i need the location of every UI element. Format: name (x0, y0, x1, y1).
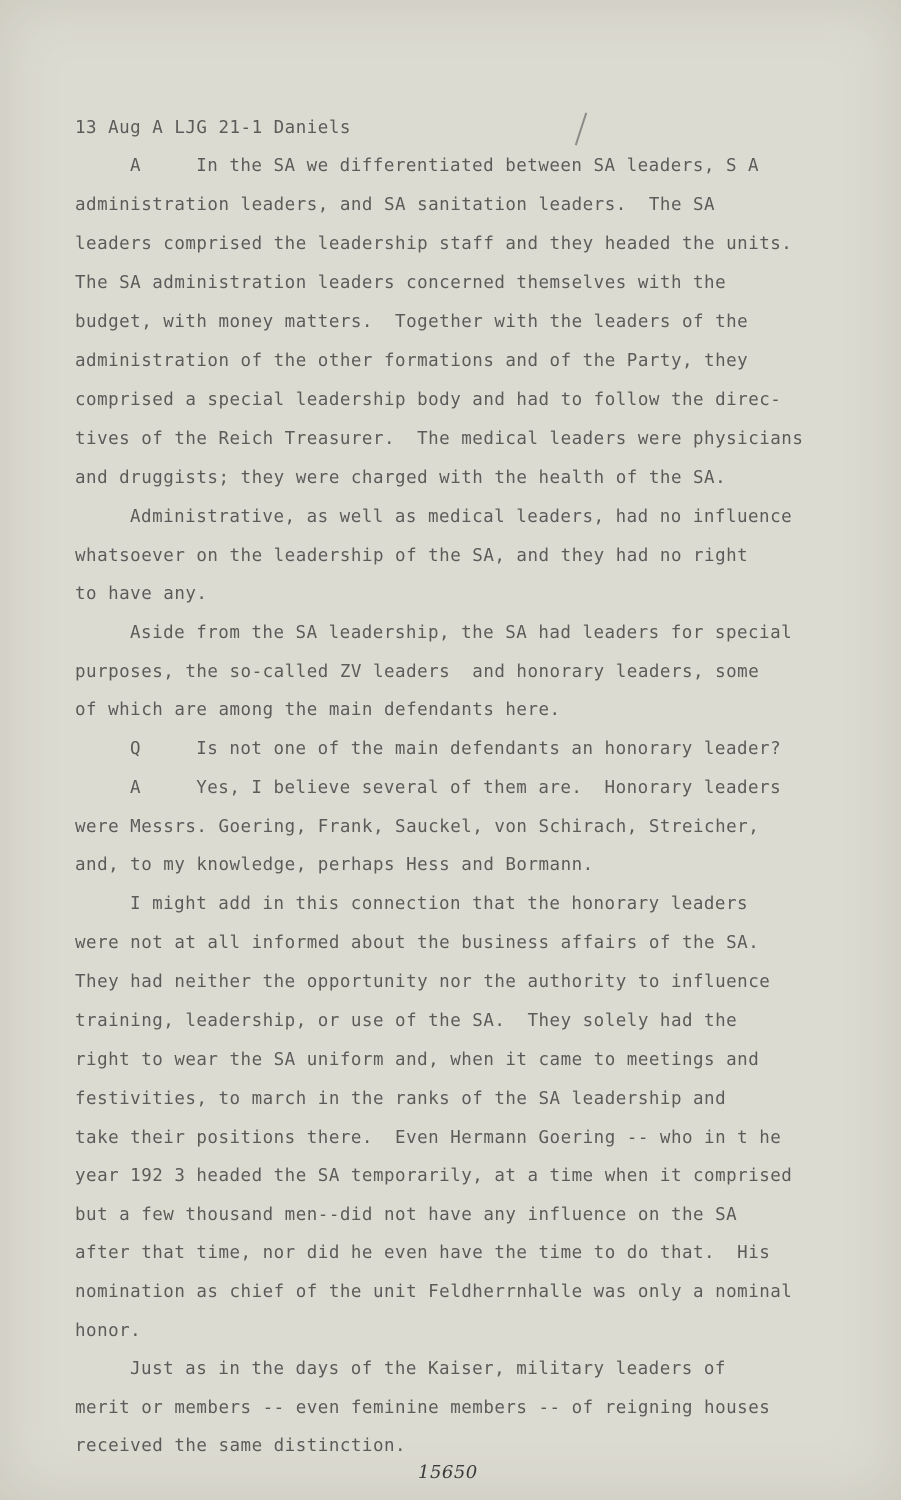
text-line: to have any. (75, 584, 208, 604)
text-line: training, leadership, or use of the SA. They solely had the (75, 1011, 738, 1031)
text-line: Q Is not one of the main defendants an honorary leader? (130, 739, 782, 759)
text-line: A Yes, I believe several of them are. Honorary leaders (130, 778, 782, 798)
text-line: administration of the other formations and of the Party, they (75, 351, 749, 371)
text-line: tives of the Reich Treasurer. The medical leaders were physicians (75, 429, 804, 449)
page-number: 15650 (418, 1462, 478, 1483)
text-line: whatsoever on the leadership of the SA, and they had no right (75, 546, 749, 566)
text-line: purposes, the so-called ZV leaders and honorary leaders, some (75, 662, 760, 682)
text-line: honor. (75, 1321, 142, 1341)
text-line: year 192 3 headed the SA temporarily, at a time when it comprised (75, 1166, 793, 1186)
text-line: after that time, nor did he even have the time to do that. His (75, 1243, 771, 1263)
text-line: comprised a special leadership body and had to follow the direc- (75, 390, 782, 410)
text-line: administration leaders, and SA sanitation leaders. The SA (75, 195, 716, 215)
text-line: were not at all informed about the business affairs of the SA. (75, 933, 760, 953)
text-line: festivities, to march in the ranks of the SA leadership and (75, 1089, 727, 1109)
text-line: merit or members -- even feminine members -- of reigning houses (75, 1398, 771, 1418)
text-line: of which are among the main defendants here. (75, 700, 561, 720)
text-line: I might add in this connection that the honorary leaders (130, 894, 749, 914)
text-line: Just as in the days of the Kaiser, military leaders of (130, 1359, 726, 1379)
text-line: The SA administration leaders concerned themselves with the (75, 273, 727, 293)
text-line: Administrative, as well as medical leaders, had no influence (130, 507, 793, 527)
text-line: They had neither the opportunity nor the authority to influence (75, 972, 771, 992)
text-line: nomination as chief of the unit Feldherrnhalle was only a nominal (75, 1282, 793, 1302)
text-line: budget, with money matters. Together with the leaders of the (75, 312, 749, 332)
text-line: were Messrs. Goering, Frank, Sauckel, von Schirach, Streicher, (75, 817, 760, 837)
text-line: Aside from the SA leadership, the SA had leaders for special (130, 623, 793, 643)
text-line: leaders comprised the leadership staff and they headed the units. (75, 234, 793, 254)
text-line: but a few thousand men--did not have any influence on the SA (75, 1205, 738, 1225)
text-line: take their positions there. Even Hermann Goering -- who in t he (75, 1128, 782, 1148)
text-line: A In the SA we differentiated between SA leaders, S A (130, 156, 760, 176)
document-header: 13 Aug A LJG 21-1 Daniels (75, 118, 351, 138)
text-line: right to wear the SA uniform and, when it came to meetings and (75, 1050, 760, 1070)
text-line: received the same distinction. (75, 1436, 407, 1456)
text-line: and, to my knowledge, perhaps Hess and Bormann. (75, 855, 594, 875)
text-line: and druggists; they were charged with the health of the SA. (75, 468, 727, 488)
